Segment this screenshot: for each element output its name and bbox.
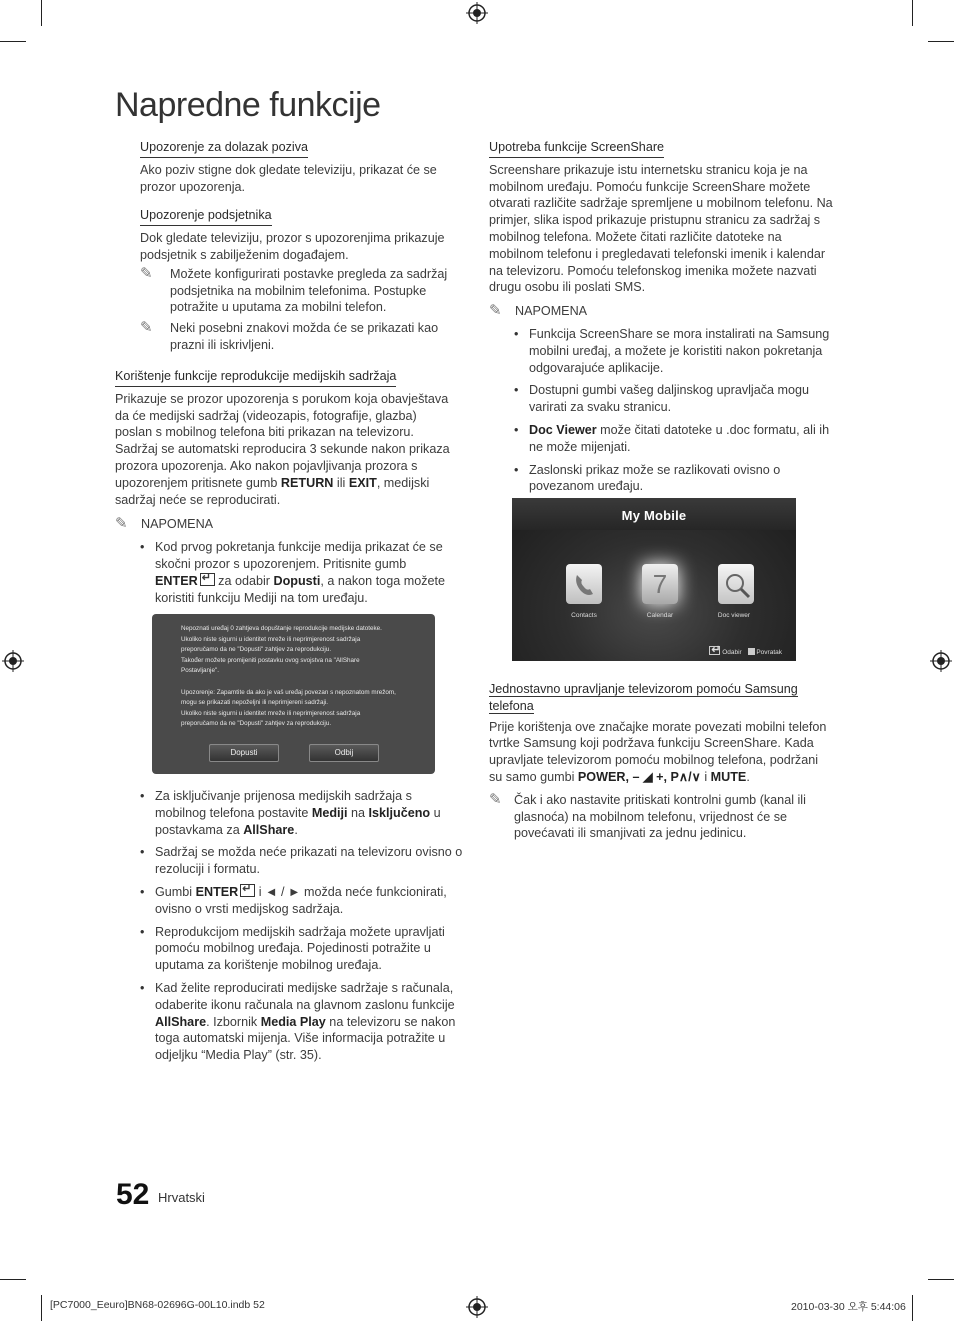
item-text: . Izbornik xyxy=(206,1014,261,1029)
pencil-icon: ✎ xyxy=(140,319,153,337)
registration-mark-icon xyxy=(2,650,24,672)
print-footer-right: 2010-03-30 오후 5:44:06 xyxy=(791,1301,906,1313)
note-heading xyxy=(489,303,834,320)
media-warning-dialog xyxy=(152,614,435,774)
list-item xyxy=(115,539,450,606)
crop-mark xyxy=(0,41,26,42)
select-label: Odabir xyxy=(722,649,742,656)
return-icon xyxy=(748,648,755,655)
note-text: Neki posebni znakovi možda će se prikazati kao prazni ili iskrivljeni. xyxy=(170,321,439,352)
note-label: NAPOMENA xyxy=(141,517,214,532)
registration-mark-icon xyxy=(466,2,488,24)
item-text: Mediji xyxy=(311,805,348,820)
section-heading: Upozorenje za dolazak poziva xyxy=(140,139,308,158)
crop-mark xyxy=(928,1279,954,1280)
paragraph-text: i xyxy=(700,769,711,784)
crop-mark xyxy=(41,0,42,26)
note-text: Možete konfigurirati postavke pregleda za sadržaj podsjetnika na mobilnim telefonima. Postupke potražite u uputama za mobilni telefon. xyxy=(170,266,448,315)
item-text: , a nakon toga možete koristiti funkciju Mediji na tom uređaju. xyxy=(155,573,445,605)
page-number: 52 xyxy=(116,1178,150,1211)
allow-button[interactable]: Dopusti xyxy=(209,744,279,762)
deny-button[interactable]: Odbij xyxy=(309,744,379,762)
item-text: Gumbi xyxy=(155,884,196,899)
list-item: • Reprodukcijom medijskih sadržaja možete upravljati pomoću mobilnog uređaja. Pojedinosti potražite u uputama za korištenje mobilnog uređaja. xyxy=(115,924,465,974)
pencil-icon: ✎ xyxy=(115,515,128,533)
enter-key: ENTER xyxy=(155,573,198,588)
print-footer-left: [PC7000_Eeuro]BN68-02696G-00L10.indb 52 xyxy=(50,1299,265,1311)
pencil-icon: ✎ xyxy=(489,790,502,808)
paragraph: Dok gledate televiziju, prozor s upozorenjima prikazuje podsjetnik s zabilježenim događajem. xyxy=(140,231,445,262)
paragraph xyxy=(115,391,450,509)
list-item: • Sadržaj se možda neće prikazati na televizoru ovisno o rezoluciji i formatu. xyxy=(115,844,465,878)
paragraph xyxy=(489,719,834,786)
doc-viewer-label: Doc viewer xyxy=(717,612,751,619)
note xyxy=(489,792,834,842)
list-item xyxy=(115,980,465,1064)
crop-mark xyxy=(41,1295,42,1321)
left-column-bullets xyxy=(115,782,465,1070)
item-text: . xyxy=(294,822,298,837)
section-heading: Upotreba funkcije ScreenShare xyxy=(489,139,664,158)
note-list xyxy=(489,326,834,495)
crop-mark xyxy=(912,1295,913,1321)
item-text: Za isključivanje prijenosa medijskih sadržaja s mobilnog telefona postavite xyxy=(155,789,412,820)
exit-key: EXIT xyxy=(348,475,377,490)
item-text: može čitati datoteke u .doc formatu, ali ih ne može mijenjati. xyxy=(529,422,830,454)
enter-icon xyxy=(709,646,720,655)
list-item: • Funkcija ScreenShare se mora instalirati na Samsung mobilni uređaj, a možete je koristiti nakon pokretanja odgovarajuće aplikacije. xyxy=(489,326,834,376)
item-text: Isključeno xyxy=(368,805,431,820)
page-title: Napredne funkcije xyxy=(115,86,381,124)
section-heading: Jednostavno upravljanje televizorom pomoću Samsung telefona xyxy=(489,682,798,713)
back-label: Povratak xyxy=(756,649,782,656)
paragraph-text: Prikazuje se prozor upozorenja s porukom koja obavještava da će medijski sadržaj (videozapis, fotografije, glazba) poslan s mobilnog telefona biti prikazan na televizoru. Sadržaj se automatski reproducira 3 sekunde nakon prikaza prozora upozorenja. Ako nakon pojavljivanja prozora s upozorenjem pritisnete gumb xyxy=(115,391,450,490)
volume-key: , – ◢ +, P xyxy=(625,769,679,784)
section-heading: Upozorenje podsjetnika xyxy=(140,207,272,226)
note-list xyxy=(115,788,465,1064)
calendar-icon[interactable] xyxy=(642,564,678,604)
note xyxy=(140,320,470,354)
paragraph-text: Prije korištenja ove značajke morate povezati mobilni telefon tvrtke Samsung koji podržava funkciju ScreenShare. Kada upravljate televizorom pomoću mobilnog telefona, podržani su samo gumbi xyxy=(489,719,827,784)
registration-mark-icon xyxy=(930,650,952,672)
screen-title: My Mobile xyxy=(621,508,687,523)
paragraph-text: , medijski sadržaj neće se reproducirati. xyxy=(115,475,430,507)
list-item xyxy=(115,884,465,918)
note-label: NAPOMENA xyxy=(515,304,588,319)
item-text: na xyxy=(347,805,369,820)
item-text: za odabir xyxy=(214,573,274,588)
item-text: Kod prvog pokretanja funkcije medija prikazat će se skočni prozor s upozorenjem. Pritisnite gumb xyxy=(155,540,443,571)
pencil-icon: ✎ xyxy=(489,302,502,320)
paragraph-text: ili xyxy=(333,475,349,490)
contacts-label: Contacts xyxy=(571,612,597,619)
crop-mark xyxy=(912,0,913,26)
paragraph: Ako poziv stigne dok gledate televiziju, prikazat će se prozor upozorenja. xyxy=(140,162,437,194)
list-item xyxy=(489,422,834,456)
item-text: Kad želite reproducirati medijske sadržaje s računala, odaberite ikonu računala na glavnom zaslonu funkcije xyxy=(155,980,455,1012)
list-item: • Dostupni gumbi vašeg daljinskog upravljača mogu varirati za svaku stranicu. xyxy=(489,382,834,416)
right-column-bottom xyxy=(489,681,834,842)
my-mobile-screen xyxy=(512,498,796,661)
return-key: RETURN xyxy=(280,475,334,490)
channel-key: ∧/∨ xyxy=(678,769,701,784)
item-text: na televizoru se nakon toga automatski mijenja. Više informacija potražite u odjeljku “Media Play” (str. 35). xyxy=(155,1014,456,1063)
item-text: AllShare xyxy=(155,1014,207,1029)
note xyxy=(140,266,470,316)
pencil-icon: ✎ xyxy=(140,264,153,282)
power-key: POWER xyxy=(577,769,626,784)
enter-icon xyxy=(200,573,215,586)
screen-footer xyxy=(707,646,782,656)
dialog-text: Nepoznati uređaj 0 zahtjeva dopuštanje reprodukcije medijske datoteke. Ukoliko niste sigurni u identitet mreže ili neprimjerenost sadržaja preporučamo da ne "Dopusti" zahtjev za reprodukciju. Također možete promijeniti postavku ovog svojstva na "AllShare Postavljanje". Upozorenje: Zapamtite da ako je vaš uređaj povezan s nepoznatom mrežom, mogu se prikazati nepoželjni ili neprimjereni sadržaji. Ukoliko niste sigurni u identitet mreže ili neprimjerenost sadržaja preporučamo da ne "Dopusti" zahtjev za reprodukciju. xyxy=(181,625,396,728)
note-heading xyxy=(115,516,450,533)
contacts-icon[interactable] xyxy=(566,564,602,604)
mute-key: MUTE xyxy=(710,769,747,784)
note-text: Čak i ako nastavite pritiskati kontrolni gumb (kanal ili glasnoća) na mobilnom telefonu, vrijednost će se povećavati ili smanjivati za jednu jedinicu. xyxy=(514,792,806,841)
note-list xyxy=(115,539,450,606)
section-heading: Korištenje funkcije reprodukcije medijskih sadržaja xyxy=(115,368,396,387)
left-column-media xyxy=(115,368,450,612)
item-text: Media Play xyxy=(260,1014,326,1029)
calendar-day: 7 xyxy=(652,569,668,599)
paragraph: Screenshare prikazuje istu internetsku stranicu koja je na mobilnom uređaju. Pomoću funkcije ScreenShare možete otvarati različite sadržaje spremljene u mobilnom telefonu. Na primjer, slika ispod prikazuje pristupnu stranicu za sadržaj s mobilnog telefona. Možete čitati različite datoteke na mobilnom telefonu i pregledavati telefonski imenik i kalendar na televizoru. Pomoću telefonskog imenika možete nazvati drugu osobu ili poslati SMS. xyxy=(489,162,833,295)
item-text: Doc Viewer xyxy=(529,422,597,437)
calendar-label: Calendar xyxy=(646,612,674,619)
crop-mark xyxy=(928,41,954,42)
item-text: i ◄ / ► možda neće funkcionirati, ovisno o vrsti medijskog sadržaja. xyxy=(155,884,447,916)
registration-mark-icon xyxy=(466,1296,488,1318)
right-column-top xyxy=(489,139,834,501)
paragraph-text: . xyxy=(746,769,750,784)
left-column-top xyxy=(140,139,470,354)
list-item: • Zaslonski prikaz može se razlikovati ovisno o povezanom uređaju. xyxy=(489,462,834,496)
crop-mark xyxy=(0,1279,26,1280)
item-text: u postavkama za xyxy=(155,805,441,837)
doc-viewer-icon[interactable] xyxy=(718,564,754,604)
item-text: Dopusti xyxy=(273,573,321,588)
page-language: Hrvatski xyxy=(158,1190,205,1205)
enter-key: ENTER xyxy=(195,884,239,899)
list-item xyxy=(115,788,465,838)
enter-icon xyxy=(240,884,255,897)
item-text: AllShare xyxy=(243,822,295,837)
